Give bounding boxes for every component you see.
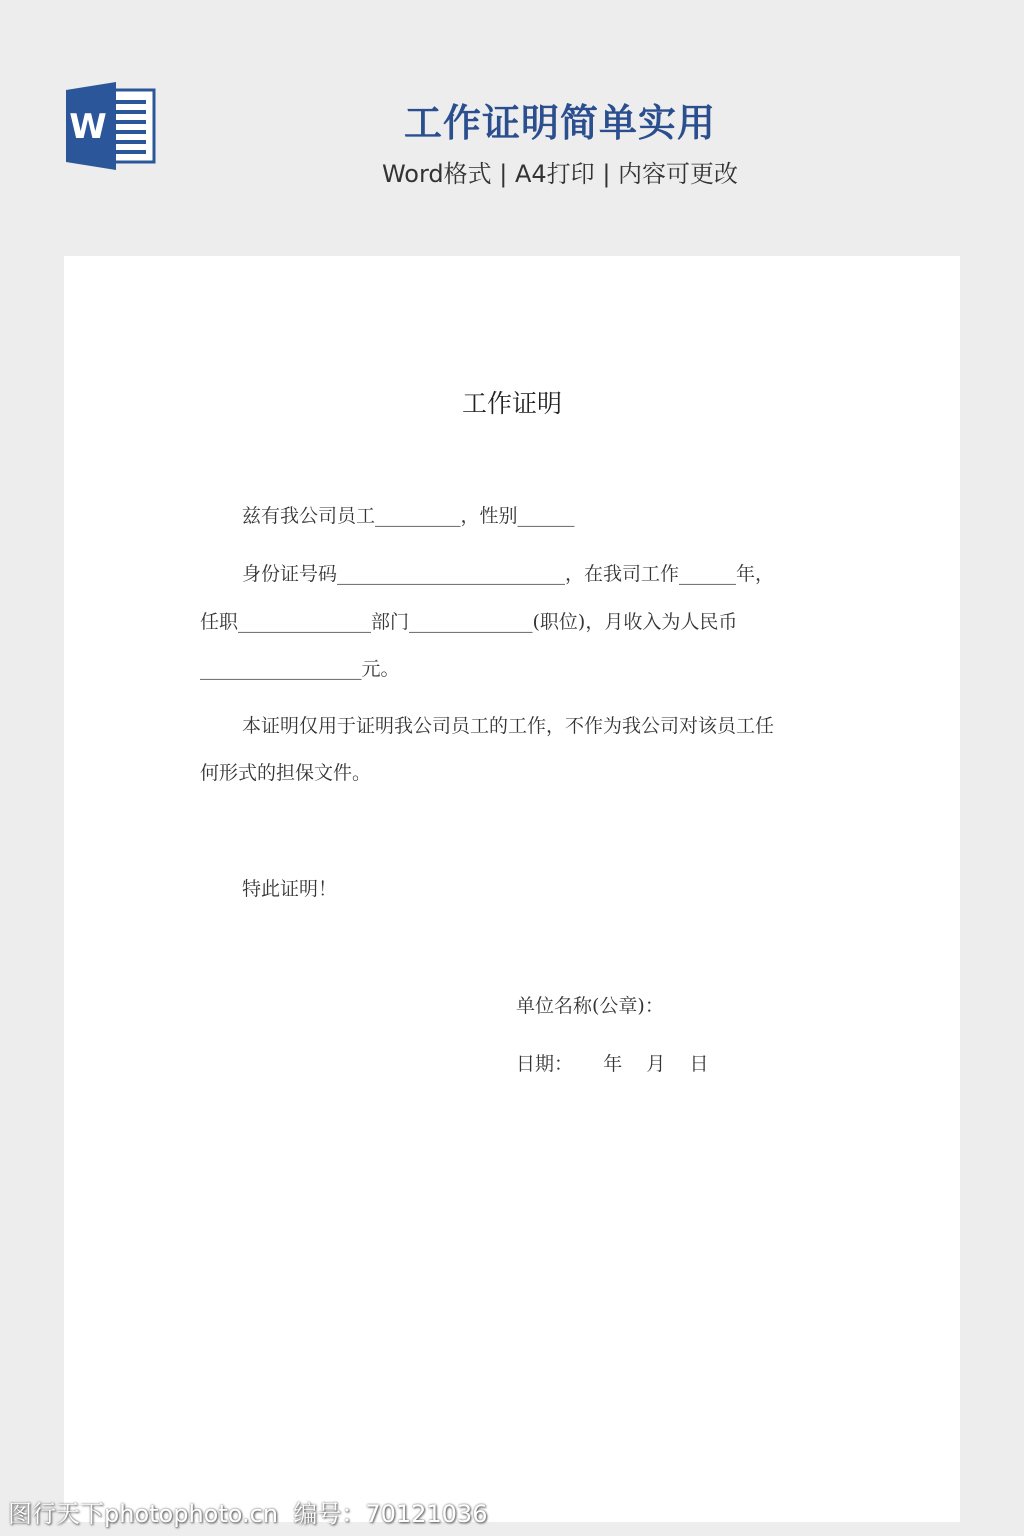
document-page [64, 256, 960, 1522]
doc-line-position: 任职______________部门_____________(职位)，月收入为人民币 [200, 611, 738, 633]
doc-line-date: 日期： 年 月 日 [516, 1053, 709, 1075]
page-subtitle: Word格式 | A4打印 | 内容可更改 [381, 160, 739, 188]
doc-line-employee: 兹有我公司员工_________，性别______ [242, 505, 575, 527]
watermark: 图行天下photophoto.cn 编号：70121036 [8, 1500, 488, 1528]
page-title: 工作证明简单实用 [403, 101, 716, 145]
doc-line-income: _________________元。 [200, 658, 400, 680]
word-icon [64, 82, 156, 170]
doc-line-company-seal: 单位名称(公章)： [516, 995, 664, 1017]
doc-line-closing: 特此证明！ [242, 878, 338, 900]
document-title: 工作证明 [461, 389, 562, 418]
doc-line-purpose: 本证明仅用于证明我公司员工的工作，不作为我公司对该员工任 [242, 715, 775, 737]
word-logo-letter: W [69, 107, 107, 147]
doc-line-purpose-cont: 何形式的担保文件。 [200, 762, 372, 784]
doc-line-id: 身份证号码________________________，在我司工作______年， [242, 563, 775, 585]
